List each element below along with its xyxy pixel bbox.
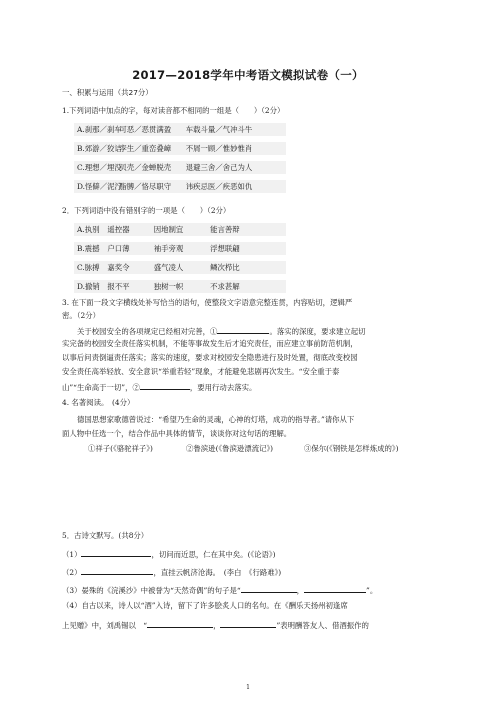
section-heading: 一、积累与运用（共27分） (62, 88, 153, 97)
q1-option-d (74, 180, 286, 193)
text-span: （3）晏殊的《浣溪沙》中被誉为“天然奇偶”的句子是“ (62, 586, 241, 595)
q1-option-b (74, 142, 286, 155)
option-word: 孪生／重峦叠嶂 (119, 144, 172, 153)
q2-option-c (74, 261, 286, 274)
option-word: 独树一帜 (153, 282, 184, 291)
q3-paragraph-line3: 以事后问责倒逼责任落实；落实的速度，要求对校园安全隐患进行及时处置，彻底改变校园 (62, 353, 358, 362)
text-span: ， (296, 586, 305, 595)
question-2-stem: 2．下列词语中没有错别字的一项是（ ）（2分） (62, 206, 231, 215)
q5-line4: （4）自古以来，诗人以“酒”入诗，留下了许多脍炙人口的名句。在《酬乐天扬州初逢席 (62, 601, 348, 610)
option-word: 不求甚解 (210, 282, 240, 291)
q1-option-c (74, 161, 286, 174)
option-word: 可恶／恶贯满盈 (119, 125, 172, 134)
q4-paragraph-line1: 德国思想家歌德曾说过：“希望乃生命的灵魂，心神的灯塔，成功的指导者。”请你从下 (77, 415, 355, 424)
q5-line3 (62, 584, 377, 595)
option-label: C.脉搏 (77, 263, 100, 272)
option-word: 不屑一顾／惟妙惟肖 (185, 144, 253, 153)
question-3-stem-line1: 3. 在下面一段文字横线处补写恰当的语句，使整段文字语意完整连贯，内容贴切，逻辑严 (62, 298, 353, 307)
q3-paragraph-line4: 安全责任高举轻放、安全意识“举重若轻”现象，才能避免悲剧再次发生。“安全重于泰 (62, 367, 340, 376)
option-word: 讳疾忌医／疾恶如仇 (185, 182, 253, 191)
choice-pavel: ③保尔(《钢铁是怎样炼成的》) (304, 444, 399, 453)
q1-option-a (74, 123, 286, 136)
page-title: 2017—2018学年中考语文模拟试卷（一） (132, 68, 364, 82)
text-span: ，切问而近思，仁在其中矣。(《论语》) (151, 550, 276, 559)
blank-5[interactable] (241, 584, 297, 593)
text-span: ，直挂云帆济沧海。 (李白 《行路难》) (153, 568, 282, 577)
blank-8[interactable] (220, 619, 276, 628)
q4-paragraph-line2: 面人物中任选一个，结合作品中具体的情节，谈谈你对这句话的理解。 (62, 429, 292, 438)
q3-paragraph-line5 (62, 381, 256, 392)
q2-option-a (74, 223, 286, 236)
text-span: ， (213, 621, 221, 630)
option-word: 嘉奖令 (107, 263, 130, 272)
blank-3[interactable] (81, 548, 151, 557)
q2-option-d (74, 280, 286, 293)
blank-7[interactable] (147, 619, 213, 628)
q5-line1 (62, 548, 276, 559)
option-word: 袖手旁观 (153, 244, 184, 253)
option-word: 能言善辩 (210, 225, 240, 234)
blank-2[interactable] (140, 381, 190, 390)
text-span: ”。 (366, 586, 378, 595)
question-1-stem: 1.下列词语中加点的字，每对读音都不相同的一组是（ ）（2分） (62, 106, 285, 115)
q2-option-b (74, 242, 286, 255)
option-word: 车载斗量／气冲斗牛 (185, 125, 253, 134)
option-word: 盛气凌人 (153, 263, 184, 272)
item-number: （2） (62, 568, 82, 577)
option-label: B.震撼 (77, 244, 100, 253)
option-word: 鳞次栉比 (210, 263, 240, 272)
question-3-stem-line2: 密。（2分） (62, 311, 100, 320)
q4-choices (88, 444, 398, 453)
q3-paragraph-line1 (77, 325, 366, 336)
option-label: C.理想／埋没 (77, 163, 122, 172)
option-word: 浮想联翩 (210, 244, 240, 253)
option-label: D.撤销 (77, 282, 100, 291)
option-label: B.郊游／狡诘 (77, 144, 122, 153)
option-label: A.执别 (77, 225, 100, 234)
blank-4[interactable] (81, 566, 153, 575)
q5-line2 (62, 566, 281, 577)
question-5-stem: 5．古诗文默写。(共8分） (62, 531, 149, 540)
q5-line5 (62, 619, 369, 630)
blank-6[interactable] (304, 584, 366, 593)
option-word: 贝壳／金蝉脱壳 (119, 163, 172, 172)
option-label: D.怪僻／泥泞 (77, 182, 122, 191)
choice-robinson: ②鲁滨逊(《鲁滨逊漂流记》) (186, 444, 274, 453)
text-span: ，要用行动去落实。 (189, 383, 257, 392)
question-4-stem: 4. 名著阅读。 (4分） (62, 398, 135, 407)
text-span: 。落实的深度，要求建立起切 (269, 327, 366, 336)
text-span: ”表明酬答友人、借酒振作的 (276, 621, 369, 630)
page-number: 1 (246, 684, 250, 691)
option-word: 遥控器 (107, 225, 130, 234)
option-word: 退避三舍／舍己为人 (185, 163, 253, 172)
choice-xiangzi: ①祥子(《骆驼祥子》) (88, 444, 153, 453)
blank-1[interactable] (217, 325, 269, 334)
text-span: 山”“生命高于一切”，② (62, 383, 140, 392)
option-word: 脂膊／恪尽职守 (119, 182, 172, 191)
option-label: A.刹那／刹车 (77, 125, 122, 134)
item-number: （1） (62, 550, 82, 559)
text-span: 上见赠》中，刘禹锡以 “ (62, 621, 148, 630)
option-word: 因地制宜 (153, 225, 184, 234)
option-word: 报不平 (107, 282, 130, 291)
option-word: 户口薄 (107, 244, 130, 253)
text-span: 关于校园安全的各项规定已经相对完善，① (77, 327, 218, 336)
q3-paragraph-line2: 实完备的校园安全责任落实机制，不能等事故发生后才追究责任，而应建立事前防范机制， (62, 339, 358, 348)
